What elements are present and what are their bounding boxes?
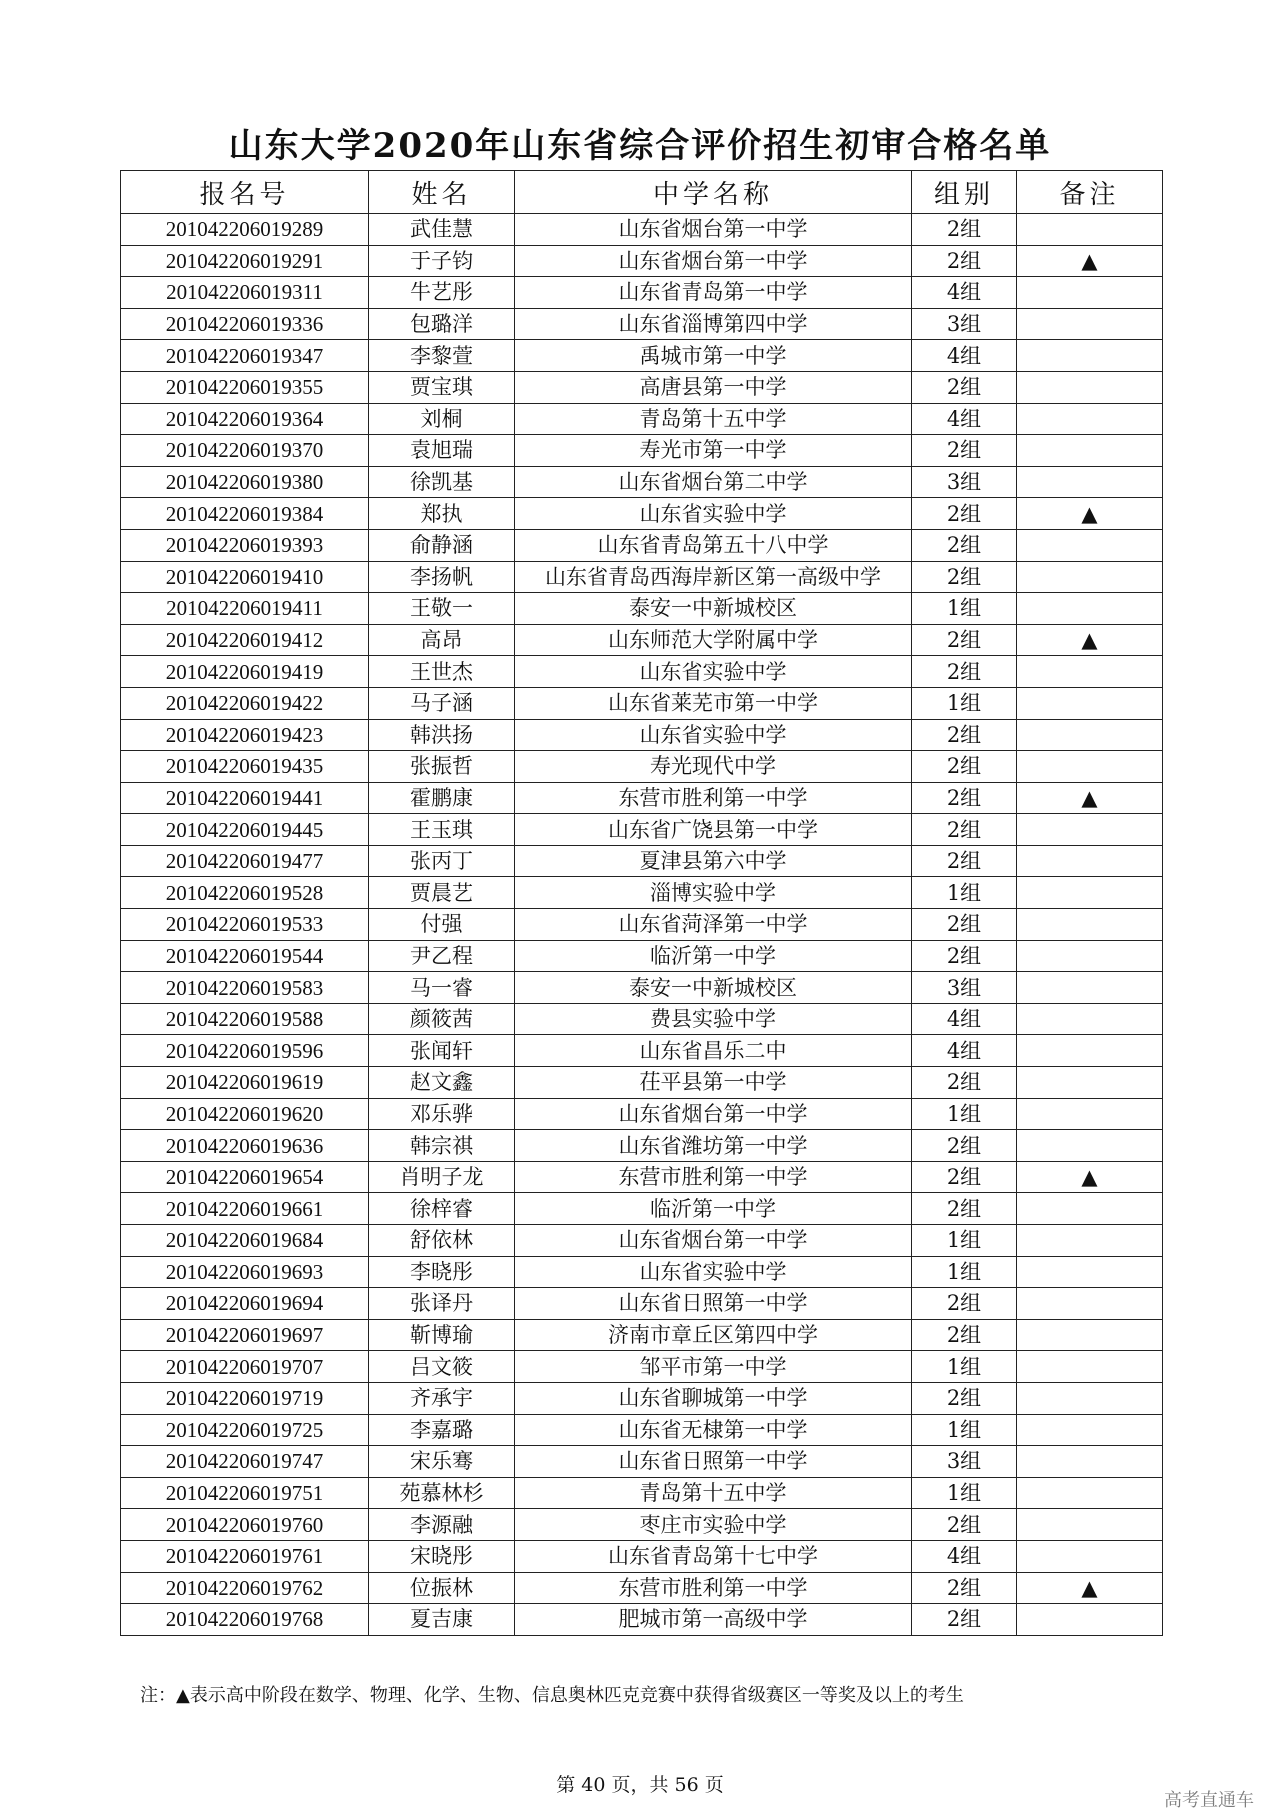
table-row [121,656,1163,688]
group-cell: 1组 [912,1414,1017,1446]
school-name-cell: 邹平市第一中学 [515,1351,912,1383]
school-name-cell: 临沂第一中学 [515,940,912,972]
group-cell: 4组 [912,403,1017,435]
student-name-cell: 王世杰 [369,656,515,688]
registration-no-cell: 201042206019445 [121,814,369,846]
school-name-cell: 寿光市第一中学 [515,435,912,467]
remark-cell [1017,1225,1163,1257]
school-name-cell: 茌平县第一中学 [515,1067,912,1099]
group-cell: 2组 [912,1572,1017,1604]
table-row [121,403,1163,435]
student-name-cell: 武佳慧 [369,214,515,246]
registration-no-cell: 201042206019347 [121,340,369,372]
school-name-cell: 寿光现代中学 [515,751,912,783]
group-cell: 2组 [912,1319,1017,1351]
registration-no-cell: 201042206019693 [121,1256,369,1288]
group-cell: 1组 [912,1351,1017,1383]
remark-cell [1017,214,1163,246]
remark-cell [1017,1130,1163,1162]
student-name-cell: 马子涵 [369,687,515,719]
table-row [121,371,1163,403]
group-cell: 2组 [912,624,1017,656]
registration-no-cell: 201042206019411 [121,593,369,625]
remark-cell [1017,593,1163,625]
remark-cell [1017,1414,1163,1446]
table-row [121,1540,1163,1572]
registration-no-cell: 201042206019528 [121,877,369,909]
table-row [121,1477,1163,1509]
remark-cell: ▲ [1017,245,1163,277]
registration-no-cell: 201042206019311 [121,277,369,309]
student-name-cell: 于子钧 [369,245,515,277]
table-row [121,972,1163,1004]
remark-cell [1017,877,1163,909]
registration-no-cell: 201042206019661 [121,1193,369,1225]
group-cell: 2组 [912,1604,1017,1636]
student-name-cell: 靳博瑜 [369,1319,515,1351]
group-cell: 2组 [912,814,1017,846]
school-name-cell: 东营市胜利第一中学 [515,1161,912,1193]
table-row [121,1509,1163,1541]
remark-cell [1017,1319,1163,1351]
header-name: 姓名 [369,171,515,214]
header-registration-no: 报名号 [121,171,369,214]
group-cell: 3组 [912,972,1017,1004]
group-cell: 2组 [912,214,1017,246]
student-name-cell: 徐梓睿 [369,1193,515,1225]
group-cell: 2组 [912,245,1017,277]
registration-no-cell: 201042206019620 [121,1098,369,1130]
school-name-cell: 山东省实验中学 [515,656,912,688]
remark-cell: ▲ [1017,624,1163,656]
group-cell: 1组 [912,593,1017,625]
remark-cell [1017,435,1163,467]
student-name-cell: 李嘉璐 [369,1414,515,1446]
school-name-cell: 济南市章丘区第四中学 [515,1319,912,1351]
school-name-cell: 山东省广饶县第一中学 [515,814,912,846]
school-name-cell: 临沂第一中学 [515,1193,912,1225]
registration-no-cell: 201042206019751 [121,1477,369,1509]
student-name-cell: 张译丹 [369,1288,515,1320]
remark-cell [1017,1256,1163,1288]
student-name-cell: 贾宝琪 [369,371,515,403]
registration-no-cell: 201042206019291 [121,245,369,277]
student-name-cell: 贾晨艺 [369,877,515,909]
student-name-cell: 张闻轩 [369,1035,515,1067]
registration-no-cell: 201042206019760 [121,1509,369,1541]
school-name-cell: 泰安一中新城校区 [515,972,912,1004]
school-name-cell: 泰安一中新城校区 [515,593,912,625]
school-name-cell: 山东省青岛第十七中学 [515,1540,912,1572]
registration-no-cell: 201042206019583 [121,972,369,1004]
school-name-cell: 山东省烟台第一中学 [515,1098,912,1130]
group-cell: 2组 [912,1382,1017,1414]
student-name-cell: 李源融 [369,1509,515,1541]
registration-no-cell: 201042206019725 [121,1414,369,1446]
school-name-cell: 东营市胜利第一中学 [515,1572,912,1604]
table-row [121,1161,1163,1193]
table-row [121,877,1163,909]
group-cell: 2组 [912,751,1017,783]
registration-no-cell: 201042206019380 [121,466,369,498]
table-row [121,245,1163,277]
registration-no-cell: 201042206019619 [121,1067,369,1099]
registration-no-cell: 201042206019596 [121,1035,369,1067]
table-row [121,751,1163,783]
page-title: 山东大学2020年山东省综合评价招生初审合格名单 [228,126,1052,166]
table-row [121,1067,1163,1099]
student-name-cell: 俞静涵 [369,529,515,561]
group-cell: 2组 [912,1509,1017,1541]
registration-no-cell: 201042206019719 [121,1382,369,1414]
table-row [121,435,1163,467]
group-cell: 2组 [912,561,1017,593]
group-cell: 3组 [912,1446,1017,1478]
remark-cell [1017,940,1163,972]
registration-no-cell: 201042206019370 [121,435,369,467]
remark-cell: ▲ [1017,1161,1163,1193]
group-cell: 1组 [912,1225,1017,1257]
student-name-cell: 高昂 [369,624,515,656]
group-cell: 2组 [912,719,1017,751]
student-name-cell: 赵文鑫 [369,1067,515,1099]
remark-cell [1017,308,1163,340]
group-cell: 2组 [912,1288,1017,1320]
table-row [121,1288,1163,1320]
header-remark: 备注 [1017,171,1163,214]
student-name-cell: 吕文筱 [369,1351,515,1383]
group-cell: 2组 [912,435,1017,467]
table-row [121,466,1163,498]
school-name-cell: 夏津县第六中学 [515,845,912,877]
remark-cell: ▲ [1017,498,1163,530]
group-cell: 4组 [912,340,1017,372]
remark-cell [1017,845,1163,877]
registration-no-cell: 201042206019412 [121,624,369,656]
page-number: 第 40 页，共 56 页 [556,1774,724,1796]
registration-no-cell: 201042206019289 [121,214,369,246]
admission-list-table [120,170,1163,1636]
student-name-cell: 张丙丁 [369,845,515,877]
group-cell: 2组 [912,1193,1017,1225]
registration-no-cell: 201042206019393 [121,529,369,561]
table-row [121,1003,1163,1035]
group-cell: 1组 [912,1477,1017,1509]
school-name-cell: 山东省菏泽第一中学 [515,909,912,941]
school-name-cell: 山东省烟台第一中学 [515,245,912,277]
group-cell: 2组 [912,1161,1017,1193]
group-cell: 2组 [912,845,1017,877]
remark-cell [1017,1446,1163,1478]
table-header-row [121,171,1163,214]
registration-no-cell: 201042206019707 [121,1351,369,1383]
student-name-cell: 位振林 [369,1572,515,1604]
registration-no-cell: 201042206019355 [121,371,369,403]
school-name-cell: 山东省日照第一中学 [515,1446,912,1478]
student-name-cell: 刘桐 [369,403,515,435]
table-row [121,909,1163,941]
remark-cell [1017,1193,1163,1225]
table-row [121,561,1163,593]
student-name-cell: 付强 [369,909,515,941]
registration-no-cell: 201042206019477 [121,845,369,877]
student-name-cell: 牛艺彤 [369,277,515,309]
registration-no-cell: 201042206019544 [121,940,369,972]
student-name-cell: 舒依林 [369,1225,515,1257]
student-name-cell: 郑执 [369,498,515,530]
school-name-cell: 东营市胜利第一中学 [515,782,912,814]
student-name-cell: 肖明子龙 [369,1161,515,1193]
school-name-cell: 山东师范大学附属中学 [515,624,912,656]
group-cell: 2组 [912,656,1017,688]
remark-cell [1017,1035,1163,1067]
remark-cell [1017,1351,1163,1383]
registration-no-cell: 201042206019533 [121,909,369,941]
table-row [121,687,1163,719]
registration-no-cell: 201042206019697 [121,1319,369,1351]
remark-cell [1017,1509,1163,1541]
remark-cell [1017,1067,1163,1099]
table-row [121,277,1163,309]
table-row [121,498,1163,530]
table-row [121,719,1163,751]
student-name-cell: 尹乙程 [369,940,515,972]
group-cell: 3组 [912,308,1017,340]
remark-cell [1017,466,1163,498]
registration-no-cell: 201042206019694 [121,1288,369,1320]
student-name-cell: 李晓彤 [369,1256,515,1288]
remark-cell [1017,687,1163,719]
remark-cell [1017,751,1163,783]
school-name-cell: 淄博实验中学 [515,877,912,909]
remark-cell [1017,1477,1163,1509]
school-name-cell: 费县实验中学 [515,1003,912,1035]
group-cell: 4组 [912,1003,1017,1035]
student-name-cell: 张振哲 [369,751,515,783]
registration-no-cell: 201042206019768 [121,1604,369,1636]
group-cell: 2组 [912,909,1017,941]
school-name-cell: 肥城市第一高级中学 [515,1604,912,1636]
student-name-cell: 颜筱茜 [369,1003,515,1035]
student-name-cell: 霍鹏康 [369,782,515,814]
school-name-cell: 青岛第十五中学 [515,1477,912,1509]
watermark: 高考直通车 [1164,1790,1254,1811]
remark-cell [1017,1288,1163,1320]
school-name-cell: 禹城市第一中学 [515,340,912,372]
table-row [121,1130,1163,1162]
student-name-cell: 马一睿 [369,972,515,1004]
student-name-cell: 夏吉康 [369,1604,515,1636]
registration-no-cell: 201042206019336 [121,308,369,340]
student-name-cell: 徐凯基 [369,466,515,498]
registration-no-cell: 201042206019410 [121,561,369,593]
group-cell: 4组 [912,1035,1017,1067]
student-name-cell: 齐承宇 [369,1382,515,1414]
registration-no-cell: 201042206019654 [121,1161,369,1193]
school-name-cell: 山东省无棣第一中学 [515,1414,912,1446]
student-name-cell: 邓乐骅 [369,1098,515,1130]
remark-cell [1017,340,1163,372]
table-row [121,593,1163,625]
group-cell: 1组 [912,1256,1017,1288]
student-name-cell: 韩宗祺 [369,1130,515,1162]
table-row [121,814,1163,846]
school-name-cell: 枣庄市实验中学 [515,1509,912,1541]
group-cell: 2组 [912,371,1017,403]
school-name-cell: 山东省青岛第五十八中学 [515,529,912,561]
group-cell: 2组 [912,1130,1017,1162]
student-name-cell: 苑慕林杉 [369,1477,515,1509]
group-cell: 2组 [912,498,1017,530]
student-name-cell: 包璐洋 [369,308,515,340]
table-row [121,1098,1163,1130]
remark-cell: ▲ [1017,1572,1163,1604]
table-row [121,1351,1163,1383]
table-row [121,1035,1163,1067]
remark-cell [1017,814,1163,846]
remark-cell: ▲ [1017,782,1163,814]
student-name-cell: 袁旭瑞 [369,435,515,467]
student-name-cell: 宋晓彤 [369,1540,515,1572]
remark-cell [1017,656,1163,688]
school-name-cell: 山东省烟台第二中学 [515,466,912,498]
remark-cell [1017,1540,1163,1572]
registration-no-cell: 201042206019588 [121,1003,369,1035]
registration-no-cell: 201042206019384 [121,498,369,530]
table-row [121,1604,1163,1636]
group-cell: 2组 [912,1067,1017,1099]
school-name-cell: 山东省实验中学 [515,498,912,530]
registration-no-cell: 201042206019441 [121,782,369,814]
remark-cell [1017,403,1163,435]
school-name-cell: 山东省烟台第一中学 [515,214,912,246]
remark-cell [1017,909,1163,941]
school-name-cell: 山东省聊城第一中学 [515,1382,912,1414]
table-row [121,940,1163,972]
table-row [121,1572,1163,1604]
school-name-cell: 山东省淄博第四中学 [515,308,912,340]
group-cell: 1组 [912,1098,1017,1130]
table-row [121,1225,1163,1257]
group-cell: 2组 [912,529,1017,561]
school-name-cell: 山东省青岛西海岸新区第一高级中学 [515,561,912,593]
school-name-cell: 山东省青岛第一中学 [515,277,912,309]
remark-cell [1017,1003,1163,1035]
registration-no-cell: 201042206019684 [121,1225,369,1257]
registration-no-cell: 201042206019422 [121,687,369,719]
table-row [121,1414,1163,1446]
registration-no-cell: 201042206019419 [121,656,369,688]
table-row [121,1256,1163,1288]
table-row [121,1193,1163,1225]
table-row [121,340,1163,372]
remark-cell [1017,561,1163,593]
school-name-cell: 山东省烟台第一中学 [515,1225,912,1257]
remark-cell [1017,1604,1163,1636]
group-cell: 3组 [912,466,1017,498]
student-name-cell: 王玉琪 [369,814,515,846]
group-cell: 2组 [912,940,1017,972]
registration-no-cell: 201042206019364 [121,403,369,435]
school-name-cell: 山东省实验中学 [515,719,912,751]
student-name-cell: 韩洪扬 [369,719,515,751]
remark-cell [1017,277,1163,309]
registration-no-cell: 201042206019762 [121,1572,369,1604]
registration-no-cell: 201042206019747 [121,1446,369,1478]
table-row [121,214,1163,246]
student-name-cell: 王敬一 [369,593,515,625]
registration-no-cell: 201042206019435 [121,751,369,783]
school-name-cell: 山东省日照第一中学 [515,1288,912,1320]
remark-cell [1017,1382,1163,1414]
school-name-cell: 高唐县第一中学 [515,371,912,403]
table-row [121,782,1163,814]
remark-cell [1017,529,1163,561]
remark-cell [1017,719,1163,751]
registration-no-cell: 201042206019423 [121,719,369,751]
footnote: 注：▲表示高中阶段在数学、物理、化学、生物、信息奥林匹克竞赛中获得省级赛区一等奖及以上的考生 [140,1685,964,1706]
table-row [121,308,1163,340]
header-group: 组别 [912,171,1017,214]
registration-no-cell: 201042206019636 [121,1130,369,1162]
school-name-cell: 山东省莱芜市第一中学 [515,687,912,719]
group-cell: 2组 [912,782,1017,814]
table-row [121,1382,1163,1414]
school-name-cell: 青岛第十五中学 [515,403,912,435]
school-name-cell: 山东省昌乐二中 [515,1035,912,1067]
table-row [121,1446,1163,1478]
remark-cell [1017,371,1163,403]
school-name-cell: 山东省实验中学 [515,1256,912,1288]
school-name-cell: 山东省潍坊第一中学 [515,1130,912,1162]
remark-cell [1017,1098,1163,1130]
remark-cell [1017,972,1163,1004]
group-cell: 1组 [912,687,1017,719]
table-row [121,529,1163,561]
table-row [121,1319,1163,1351]
group-cell: 1组 [912,877,1017,909]
group-cell: 4组 [912,1540,1017,1572]
table-row [121,845,1163,877]
student-name-cell: 李黎萱 [369,340,515,372]
table-row [121,624,1163,656]
student-name-cell: 宋乐骞 [369,1446,515,1478]
group-cell: 4组 [912,277,1017,309]
registration-no-cell: 201042206019761 [121,1540,369,1572]
student-name-cell: 李扬帆 [369,561,515,593]
header-school: 中学名称 [515,171,912,214]
